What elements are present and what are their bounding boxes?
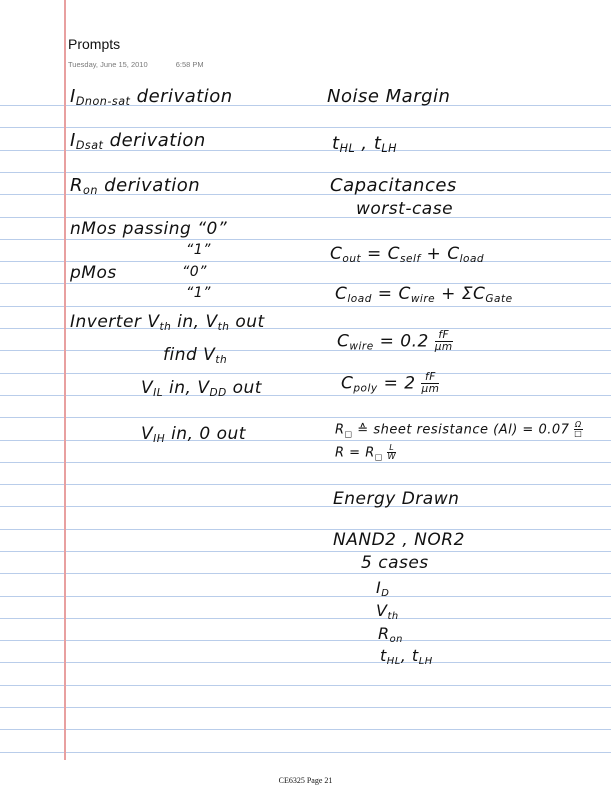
ruled-line	[0, 261, 611, 262]
ruled-line	[0, 217, 611, 218]
ruled-line	[0, 462, 611, 463]
ruled-line	[0, 685, 611, 686]
note-inverter: Inverter $V_{th}$ in, $V_{th}$ out	[70, 312, 265, 333]
note-worst-case: worst-case	[356, 199, 454, 219]
note-vih: $V_{IH}$ in, 0 out	[141, 424, 246, 445]
ruled-line	[0, 662, 611, 663]
ruled-line	[0, 573, 611, 574]
ruled-line	[0, 127, 611, 128]
ruled-line	[0, 618, 611, 619]
ruled-line	[0, 306, 611, 307]
ruled-line	[0, 506, 611, 507]
note-cpoly: $C_{poly} = 2$ $\frac{fF}{\mu m}$	[341, 371, 440, 396]
ruled-line	[0, 640, 611, 641]
ruled-line	[0, 484, 611, 485]
note-vil: $V_{IL}$ in, $V_{DD}$ out	[141, 378, 262, 399]
note-find-vth: find $V_{th}$	[163, 345, 228, 366]
ruled-line	[0, 551, 611, 552]
note-case-thl-tlh: $t_{HL}$, $t_{LH}$	[380, 646, 433, 667]
ruled-line	[0, 395, 611, 396]
ruled-line	[0, 172, 611, 173]
note-energy-drawn: Energy Drawn	[333, 489, 460, 509]
note-nmos-passing: nMos passing “0”	[70, 219, 228, 239]
note-five-cases: 5 cases	[361, 553, 429, 573]
note-capacitances: Capacitances	[330, 175, 457, 196]
note-pmos-one: “1”	[186, 285, 211, 301]
note-ron: $R_{on}$ derivation	[70, 175, 201, 197]
page-time: 6:58 PM	[175, 60, 204, 69]
note-r-formula: $R = R_□$ $\frac{L}{W}$	[335, 443, 396, 462]
note-pmos-zero: “0”	[182, 264, 207, 280]
note-cload: $C_{load} = C_{wire} + \Sigma C_{Gate}$	[335, 284, 513, 305]
page-date: Tuesday, June 15, 2010	[68, 60, 148, 69]
note-id-nonsat: $I_{Dnon-sat}$ derivation	[70, 86, 233, 108]
note-sheet-resistance: $R_□$ ≙ sheet resistance (Al) = 0.07 $\frac{\Omega}{□}$	[335, 420, 583, 439]
note-case-vth: $V_{th}$	[376, 601, 399, 622]
note-cwire: $C_{wire} = 0.2$ $\frac{fF}{\mu m}$	[337, 329, 453, 354]
ruled-line	[0, 707, 611, 708]
note-nand-nor: NAND2 , NOR2	[333, 530, 465, 550]
ruled-line	[0, 752, 611, 753]
margin-line	[64, 0, 66, 760]
note-case-ron: $R_{on}$	[378, 624, 403, 645]
note-nmos-one: “1”	[186, 242, 211, 258]
note-cout: $C_{out} = C_{self} + C_{load}$	[330, 244, 485, 265]
ruled-line	[0, 373, 611, 374]
ruled-line	[0, 239, 611, 240]
note-thl-tlh: $t_{HL}$ , $t_{LH}$	[332, 133, 398, 155]
ruled-line	[0, 350, 611, 351]
ruled-line	[0, 283, 611, 284]
page-title: Prompts	[68, 36, 121, 52]
ruled-line	[0, 596, 611, 597]
ruled-line	[0, 417, 611, 418]
ruled-line	[0, 729, 611, 730]
note-noise-margin: Noise Margin	[327, 86, 451, 107]
page-timestamp	[68, 60, 204, 69]
note-pmos: pMos	[70, 263, 117, 283]
page-footer: CE6325 Page 21	[278, 776, 333, 785]
ruled-line	[0, 440, 611, 441]
ruled-line	[0, 529, 611, 530]
note-id-sat: $I_{Dsat}$ derivation	[70, 130, 206, 152]
note-case-id: $I_D$	[376, 578, 390, 599]
